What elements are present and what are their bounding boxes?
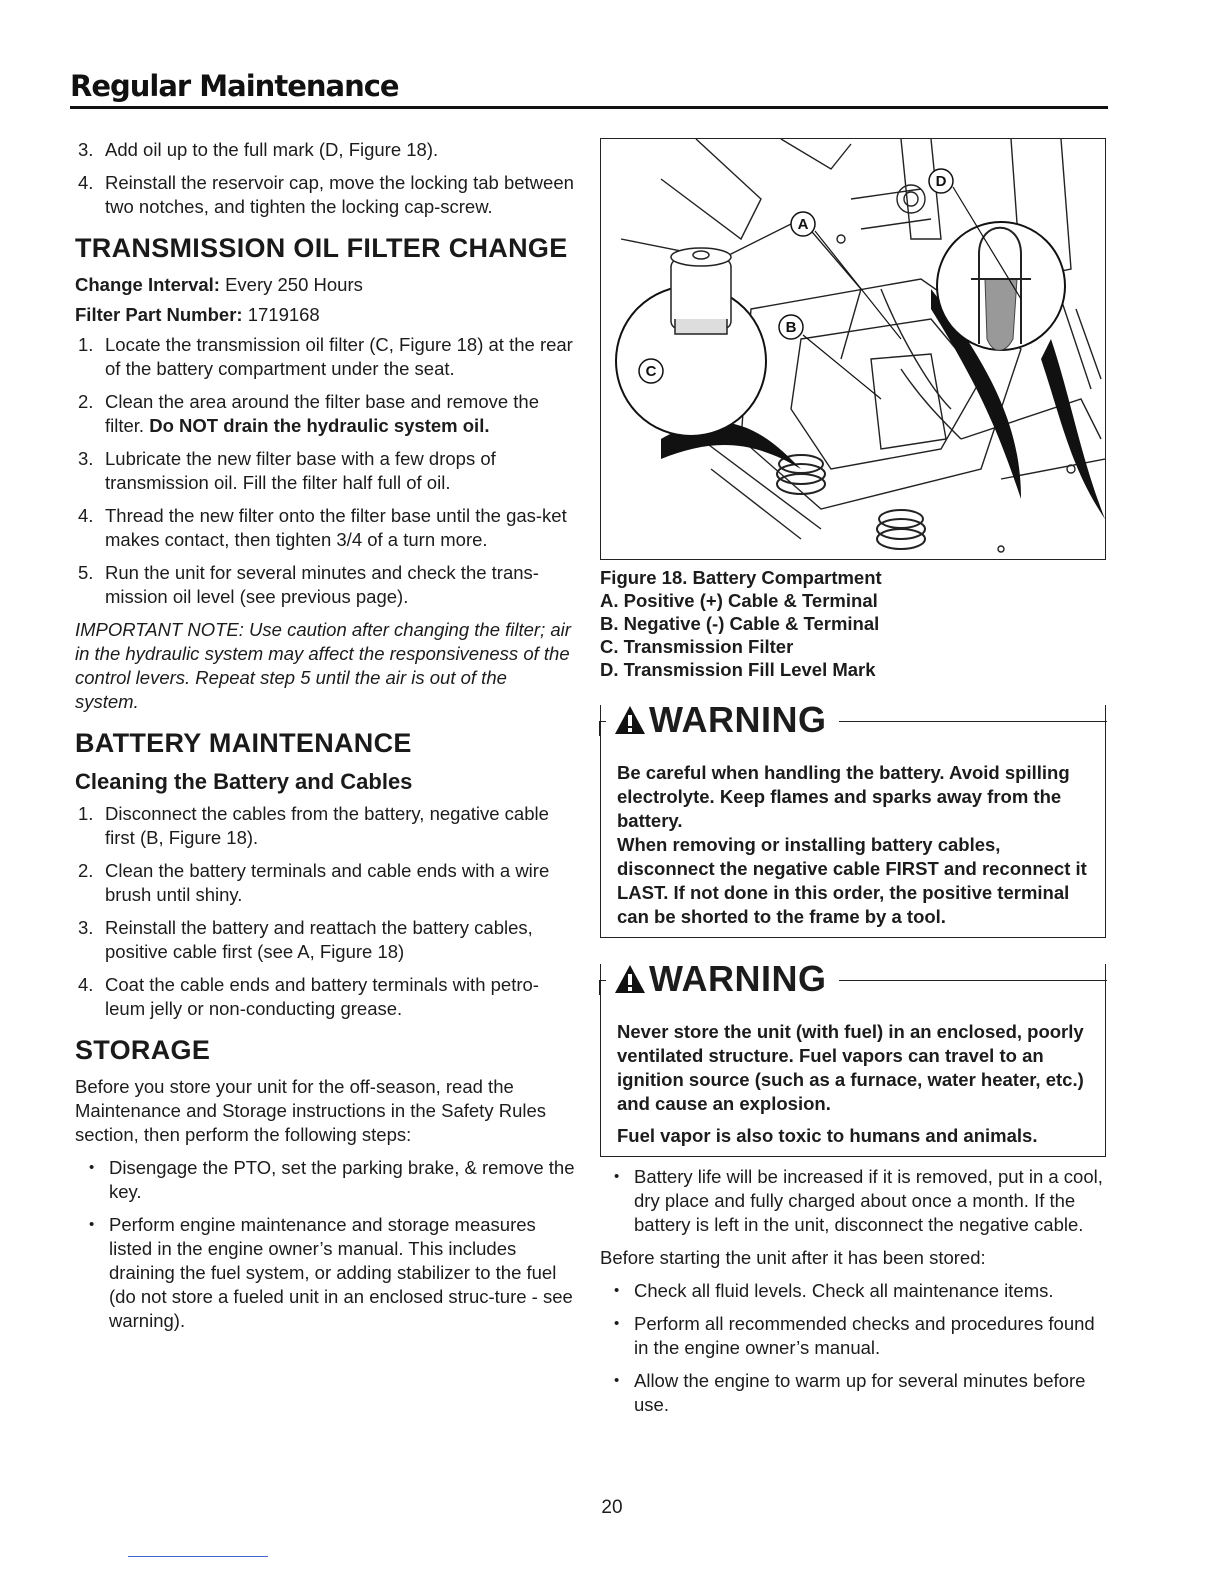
warning-text: Fuel vapor is also toxic to humans and animals.	[617, 1125, 1038, 1146]
list-item: 3. Lubricate the new filter base with a few drops of transmission oil. Fill the filter half full of oil.	[78, 448, 496, 493]
page-number: 20	[601, 1497, 623, 1518]
list-item: 4. Coat the cable ends and battery terminals with petro-leum jelly or non-conducting grease.	[78, 974, 539, 1019]
warning-label: WARNING	[649, 958, 827, 999]
warning-triangle-icon	[613, 963, 647, 995]
warning-text: Never store the unit (with fuel) in an enclosed, poorly ventilated structure. Fuel vapors can travel to an ignition source (such as a furnace, water heater, etc.) and cause an explosion.	[617, 1021, 1084, 1114]
list-item: 4. Thread the new filter onto the filter base until the gas-ket makes contact, then tighten 3/4 of a turn more.	[78, 505, 567, 550]
list-item: 3. Reinstall the battery and reattach the battery cables, positive cable first (see A, Figure 18)	[78, 917, 533, 962]
warning-box-battery	[600, 699, 1106, 938]
list-item: • Allow the engine to warm up for several minutes before use.	[600, 1369, 1106, 1417]
warning-triangle-icon	[613, 704, 647, 736]
storage-intro: Before you store your unit for the off-season, read the Maintenance and Storage instructions in the Safety Rules section, then perform the following steps:	[75, 1076, 547, 1145]
warning-label: WARNING	[649, 699, 827, 740]
battery-compartment-illustration	[601, 139, 1105, 559]
callout-c-label: C	[645, 363, 657, 380]
warning-text: When removing or installing battery cables, disconnect the negative cable FIRST and reconnect it LAST. If not done in this order, the positive terminal can be shorted to the frame by a tool.	[617, 834, 1087, 927]
callout-d-label: D	[935, 173, 947, 190]
warning-text: Be careful when handling the battery. Avoid spilling electrolyte. Keep flames and sparks away from the battery.	[617, 762, 1070, 831]
list-item: 2. Clean the area around the filter base and remove the filter. Do NOT drain the hydraulic system oil.	[78, 391, 540, 436]
restart-intro: Before starting the unit after it has been stored:	[600, 1247, 986, 1268]
list-item: • Battery life will be increased if it is removed, put in a cool, dry place and fully charged about once a month. If the battery is left in the unit, disconnect the negative cable.	[600, 1165, 1106, 1237]
transmission-steps	[75, 333, 575, 609]
callout-b-label: B	[785, 319, 797, 336]
intro-steps	[75, 138, 575, 219]
left-column	[75, 138, 575, 1342]
caption-item: B. Negative (-) Cable & Terminal	[600, 613, 880, 634]
section-heading-battery: BATTERY MAINTENANCE	[75, 728, 412, 758]
list-item: • Check all fluid levels. Check all maintenance items.	[600, 1279, 1106, 1303]
subheading-cleaning: Cleaning the Battery and Cables	[75, 769, 413, 794]
list-item: • Perform engine maintenance and storage measures listed in the engine owner’s manual. This includes draining the fuel system, or adding stabilizer to the fuel (do not store a fueled unit in an enclosed struc-ture - see warning).	[75, 1213, 575, 1333]
list-item: 5. Run the unit for several minutes and check the trans-mission oil level (see previous page).	[78, 562, 539, 607]
filter-part-number: Filter Part Number: 1719168	[75, 304, 320, 325]
battery-steps	[75, 802, 575, 1021]
list-item: 1. Locate the transmission oil filter (C, Figure 18) at the rear of the battery compartment under the seat.	[78, 334, 573, 379]
battery-compartment-figure	[600, 138, 1106, 560]
restart-bullets	[600, 1279, 1106, 1417]
caption-item: A. Positive (+) Cable & Terminal	[600, 590, 878, 611]
list-item: • Disengage the PTO, set the parking brake, & remove the key.	[75, 1156, 575, 1204]
page-header	[70, 66, 1108, 109]
battery-storage-bullets	[600, 1165, 1106, 1237]
list-item: 4. Reinstall the reservoir cap, move the locking tab between two notches, and tighten the locking cap-screw.	[78, 172, 574, 217]
caption-item: C. Transmission Filter	[600, 636, 794, 657]
footer-rule	[128, 1556, 268, 1557]
list-item: 2. Clean the battery terminals and cable ends with a wire brush until shiny.	[78, 860, 550, 905]
section-heading-storage: STORAGE	[75, 1035, 211, 1065]
page-title: Regular Maintenance	[70, 66, 403, 106]
storage-bullets	[75, 1156, 575, 1333]
important-note: IMPORTANT NOTE: Use caution after changing the filter; air in the hydraulic system may affect the responsiveness of the control levers. Repeat step 5 until the air is out of the system.	[75, 619, 571, 712]
change-interval: Change Interval: Every 250 Hours	[75, 274, 363, 295]
callout-a-label: A	[797, 216, 809, 233]
list-item: 3. Add oil up to the full mark (D, Figure 18).	[78, 139, 439, 160]
caption-title: Figure 18. Battery Compartment	[600, 567, 882, 588]
list-item: • Perform all recommended checks and procedures found in the engine owner’s manual.	[600, 1312, 1106, 1360]
list-item: 1. Disconnect the cables from the battery, negative cable first (B, Figure 18).	[78, 803, 549, 848]
caption-item: D. Transmission Fill Level Mark	[600, 659, 876, 680]
section-heading-transmission: TRANSMISSION OIL FILTER CHANGE	[75, 233, 568, 263]
right-column	[600, 138, 1106, 1426]
warning-box-storage	[600, 958, 1106, 1157]
figure-caption	[600, 566, 1106, 681]
